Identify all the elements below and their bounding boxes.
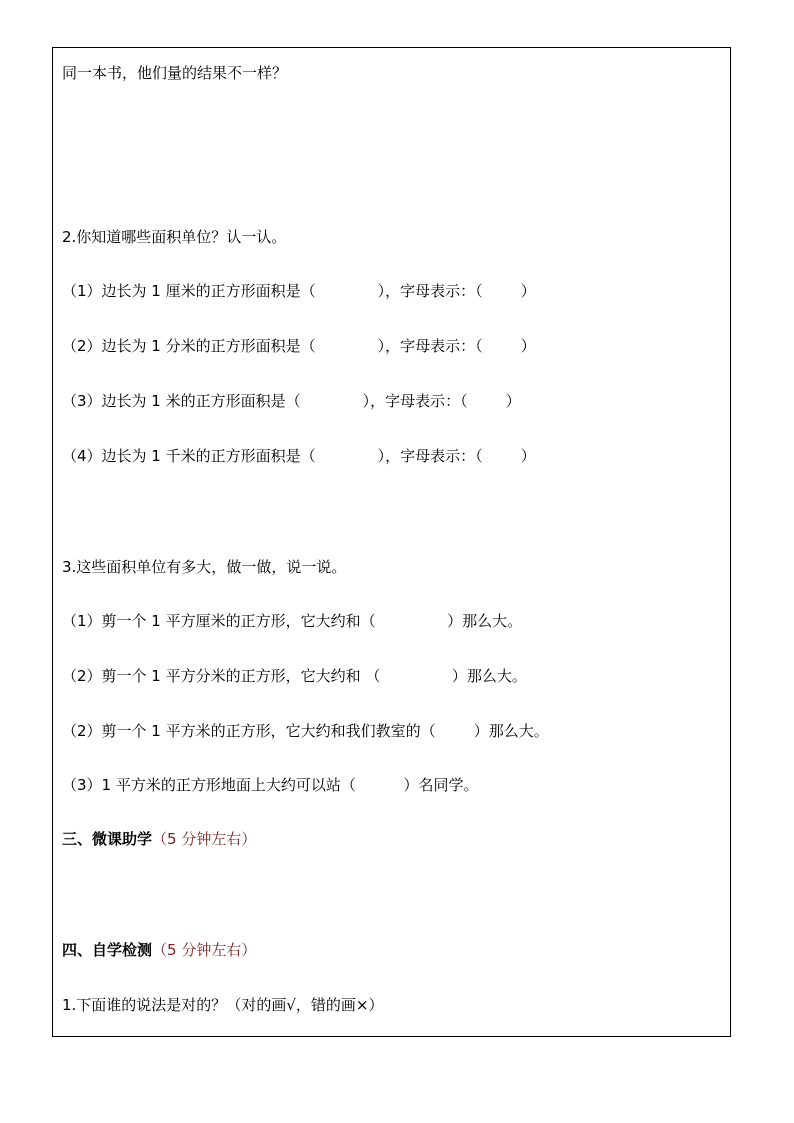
worksheet-table-frame xyxy=(52,47,731,1037)
section3-item-3: （2）剪一个 1 平方米的正方形，它大约和我们教室的（ ）那么大。 xyxy=(62,722,549,740)
part3-heading xyxy=(62,829,256,849)
part4-time-hint: （5 分钟左右） xyxy=(152,941,257,959)
section3-item-2: （2）剪一个 1 平方分米的正方形，它大约和 （ ）那么大。 xyxy=(62,667,527,685)
section2-item-1: （1）边长为 1 厘米的正方形面积是（ ），字母表示：（ ） xyxy=(62,282,536,300)
section2-item-4: （4）边长为 1 千米的正方形面积是（ ），字母表示：（ ） xyxy=(62,447,536,465)
section3-item-4: （3）1 平方米的正方形地面上大约可以站（ ）名同学。 xyxy=(62,776,479,794)
section2-title: 2.你知道哪些面积单位？认一认。 xyxy=(62,228,287,246)
part4-title: 四、自学检测 xyxy=(62,941,153,959)
section2-item-2: （2）边长为 1 分米的正方形面积是（ ），字母表示：（ ） xyxy=(62,337,536,355)
section3-title: 3.这些面积单位有多大，做一做，说一说。 xyxy=(62,558,347,576)
part3-title: 三、微课助学 xyxy=(62,830,153,848)
section3-item-1: （1）剪一个 1 平方厘米的正方形，它大约和（ ）那么大。 xyxy=(62,612,523,630)
check-question: 1.下面谁的说法是对的？（对的画√，错的画×） xyxy=(62,996,384,1014)
part3-time-hint: （5 分钟左右） xyxy=(152,830,257,848)
part4-heading xyxy=(62,940,256,960)
intro-question: 同一本书，他们量的结果不一样？ xyxy=(62,64,288,82)
section2-item-3: （3）边长为 1 米的正方形面积是（ ），字母表示：（ ） xyxy=(62,392,521,410)
